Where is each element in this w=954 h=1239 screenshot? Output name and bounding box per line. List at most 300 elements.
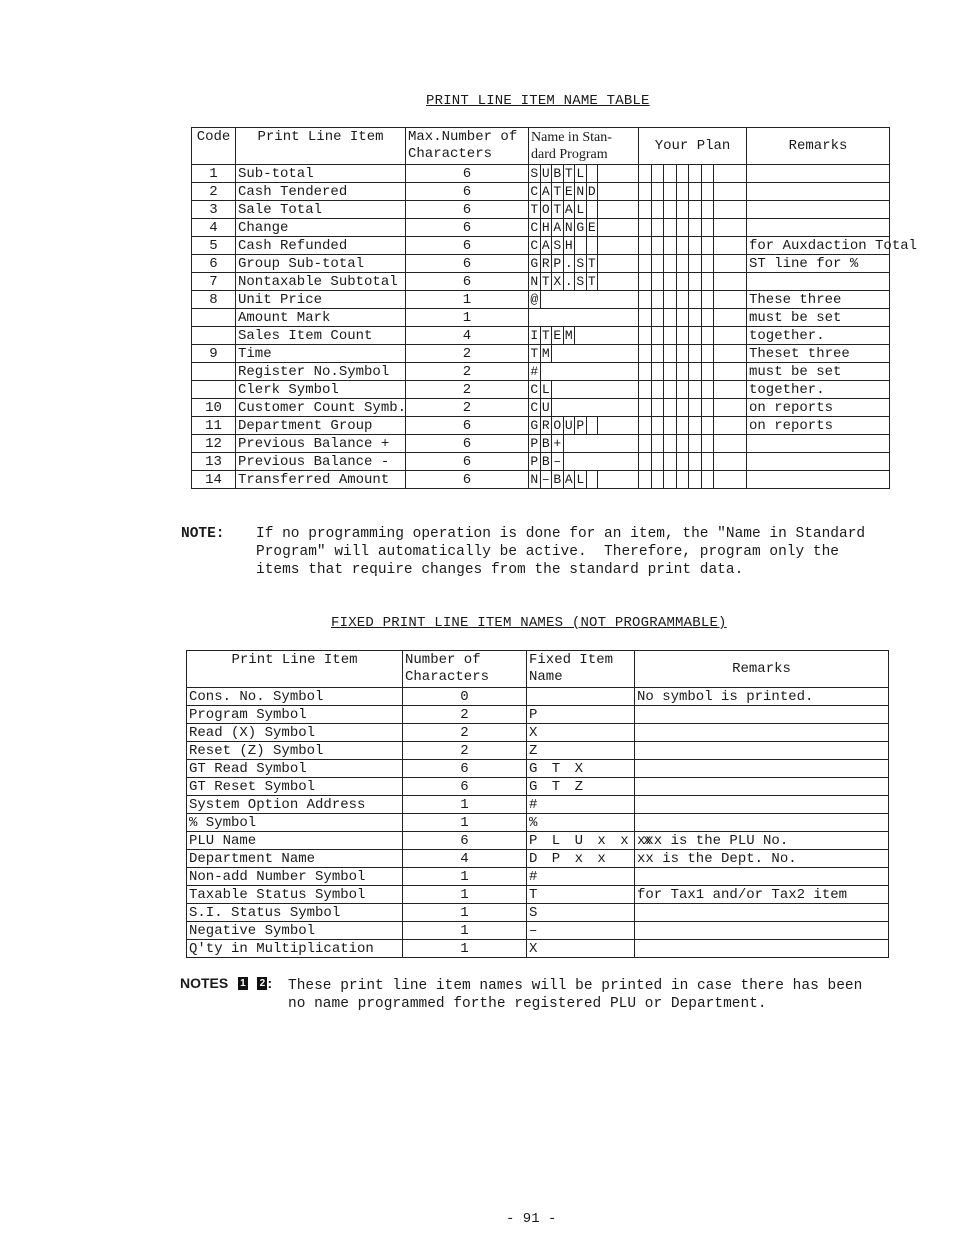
table-row bbox=[192, 399, 890, 417]
plan-cell bbox=[677, 273, 690, 290]
table-row bbox=[192, 417, 890, 435]
table-row bbox=[187, 940, 889, 958]
std-name-letter: S bbox=[575, 273, 587, 290]
row-remarks: on reports bbox=[747, 399, 890, 417]
std-name-letter bbox=[587, 471, 599, 488]
row-item: Negative Symbol bbox=[187, 922, 403, 940]
row-your-plan bbox=[639, 363, 747, 381]
std-name-letter: C bbox=[529, 237, 541, 254]
plan-cell bbox=[677, 435, 690, 452]
std-name-letter: U bbox=[564, 417, 576, 434]
std-name-letter: P bbox=[552, 255, 564, 272]
std-name-letter: I bbox=[529, 327, 541, 344]
plan-cell bbox=[652, 471, 665, 488]
row-num: 6 bbox=[406, 201, 529, 219]
row-num: 4 bbox=[406, 327, 529, 345]
notes2-line: no name programmed forthe registered PLU or Department. bbox=[288, 996, 767, 1012]
row-num: 1 bbox=[403, 796, 527, 814]
plan-cell bbox=[664, 345, 677, 362]
std-name-letter: T bbox=[529, 345, 541, 362]
std-name-letter: . bbox=[564, 273, 576, 290]
row-your-plan bbox=[639, 381, 747, 399]
row-item: Reset (Z) Symbol bbox=[187, 742, 403, 760]
row-remarks: must be set bbox=[747, 309, 890, 327]
table-row bbox=[192, 381, 890, 399]
row-item: Nontaxable Subtotal bbox=[236, 273, 406, 291]
row-remarks bbox=[747, 273, 890, 291]
row-fixed-name: Z bbox=[527, 742, 635, 760]
plan-cell bbox=[652, 165, 665, 182]
row-remarks: for Tax1 and/or Tax2 item bbox=[635, 886, 889, 904]
plan-cell bbox=[639, 399, 652, 416]
row-fixed-name: G T X bbox=[527, 760, 635, 778]
std-name-letter: T bbox=[529, 201, 541, 218]
row-code: 8 bbox=[192, 291, 236, 309]
note-label: NOTE: bbox=[181, 526, 225, 542]
row-item: S.I. Status Symbol bbox=[187, 904, 403, 922]
row-item: Read (X) Symbol bbox=[187, 724, 403, 742]
notes2-label-group: NOTES 1 2 : bbox=[180, 975, 273, 991]
row-code: 11 bbox=[192, 417, 236, 435]
std-name-letter: X bbox=[552, 273, 564, 290]
header-print-line-item: Print Line Item bbox=[187, 651, 403, 688]
table1-title: PRINT LINE ITEM NAME TABLE bbox=[426, 93, 650, 109]
notes2-label: NOTES bbox=[180, 975, 229, 991]
table-row bbox=[192, 471, 890, 489]
plan-cell bbox=[689, 183, 702, 200]
row-num: 6 bbox=[406, 237, 529, 255]
std-name-letter: R bbox=[541, 255, 553, 272]
row-item: Department Group bbox=[236, 417, 406, 435]
row-fixed-name: % bbox=[527, 814, 635, 832]
row-code: 10 bbox=[192, 399, 236, 417]
header-your-plan: Your Plan bbox=[639, 128, 747, 165]
row-fixed-name: G T Z bbox=[527, 778, 635, 796]
row-code bbox=[192, 309, 236, 327]
plan-cell bbox=[677, 291, 690, 308]
row-remarks bbox=[747, 471, 890, 489]
row-num: 2 bbox=[406, 381, 529, 399]
row-num: 1 bbox=[403, 886, 527, 904]
plan-cell bbox=[677, 255, 690, 272]
print-line-item-name-table bbox=[191, 127, 918, 489]
header-max-chars: Max.Number of Characters bbox=[406, 128, 529, 165]
row-code bbox=[192, 381, 236, 399]
header-number-of-characters: Number of Characters bbox=[403, 651, 527, 688]
plan-cell bbox=[664, 471, 677, 488]
plan-cell bbox=[639, 345, 652, 362]
table-row bbox=[187, 760, 889, 778]
row-num: 6 bbox=[406, 183, 529, 201]
row-fixed-name: T bbox=[527, 886, 635, 904]
plan-cell bbox=[652, 417, 665, 434]
table-row bbox=[187, 742, 889, 760]
row-remarks bbox=[747, 165, 890, 183]
std-name-letter: T bbox=[541, 327, 553, 344]
std-name-letter: U bbox=[541, 399, 553, 416]
row-code: 9 bbox=[192, 345, 236, 363]
plan-cell bbox=[664, 381, 677, 398]
plan-cell bbox=[652, 381, 665, 398]
std-name-letter: N bbox=[529, 273, 541, 290]
std-name-letter: E bbox=[552, 327, 564, 344]
std-name-letter: T bbox=[587, 273, 599, 290]
std-name-letter: L bbox=[575, 471, 587, 488]
table-row bbox=[187, 868, 889, 886]
std-name-letter bbox=[587, 165, 599, 182]
row-your-plan bbox=[639, 345, 747, 363]
row-item: GT Read Symbol bbox=[187, 760, 403, 778]
note-line: Program" will automatically be active. Therefore, program only the bbox=[256, 544, 839, 560]
std-name-letter: H bbox=[541, 219, 553, 236]
std-name-letter: P bbox=[529, 435, 541, 452]
note-text bbox=[256, 525, 896, 579]
std-name-letter: A bbox=[564, 471, 576, 488]
plan-cell bbox=[652, 273, 665, 290]
std-name-letter: B bbox=[552, 165, 564, 182]
plan-cell bbox=[702, 201, 715, 218]
plan-cell bbox=[664, 255, 677, 272]
row-item: Customer Count Symb. bbox=[236, 399, 406, 417]
row-std-name bbox=[529, 183, 639, 201]
row-item: Department Name bbox=[187, 850, 403, 868]
row-num: 1 bbox=[406, 309, 529, 327]
row-your-plan bbox=[639, 201, 747, 219]
row-remarks bbox=[635, 706, 889, 724]
row-std-name bbox=[529, 327, 639, 345]
std-name-letter: S bbox=[529, 165, 541, 182]
row-fixed-name: X bbox=[527, 940, 635, 958]
plan-cell bbox=[677, 327, 690, 344]
std-name-letter: E bbox=[564, 183, 576, 200]
row-std-name bbox=[529, 417, 639, 435]
plan-cell bbox=[652, 399, 665, 416]
plan-cell bbox=[652, 237, 665, 254]
row-fixed-name: S bbox=[527, 904, 635, 922]
row-num: 1 bbox=[403, 904, 527, 922]
table-row bbox=[192, 345, 890, 363]
plan-cell bbox=[689, 363, 702, 380]
std-name-letter: # bbox=[529, 363, 541, 380]
row-remarks: ST line for % bbox=[747, 255, 890, 273]
plan-cell bbox=[689, 435, 702, 452]
std-name-letter: M bbox=[541, 345, 553, 362]
header-fixed-item-name: Fixed Item Name bbox=[527, 651, 635, 688]
plan-cell bbox=[664, 291, 677, 308]
table-row bbox=[187, 688, 889, 706]
table-row bbox=[192, 237, 890, 255]
row-num: 1 bbox=[403, 868, 527, 886]
row-item: System Option Address bbox=[187, 796, 403, 814]
row-num: 6 bbox=[406, 219, 529, 237]
plan-cell bbox=[702, 183, 715, 200]
plan-cell bbox=[677, 201, 690, 218]
row-code bbox=[192, 327, 236, 345]
row-item: Sale Total bbox=[236, 201, 406, 219]
row-remarks: on reports bbox=[747, 417, 890, 435]
row-num: 6 bbox=[403, 760, 527, 778]
row-item: Group Sub-total bbox=[236, 255, 406, 273]
plan-cell bbox=[702, 381, 715, 398]
row-num: 2 bbox=[403, 742, 527, 760]
row-remarks bbox=[635, 778, 889, 796]
table-row bbox=[187, 922, 889, 940]
row-your-plan bbox=[639, 453, 747, 471]
row-item: % Symbol bbox=[187, 814, 403, 832]
plan-cell bbox=[639, 381, 652, 398]
table-row bbox=[192, 183, 890, 201]
row-num: 6 bbox=[406, 273, 529, 291]
row-item: Cash Refunded bbox=[236, 237, 406, 255]
plan-cell bbox=[639, 363, 652, 380]
row-remarks: xxx is the PLU No. bbox=[635, 832, 889, 850]
row-num: 2 bbox=[406, 363, 529, 381]
plan-cell bbox=[702, 309, 715, 326]
row-item: Sub-total bbox=[236, 165, 406, 183]
row-code: 4 bbox=[192, 219, 236, 237]
std-name-letter: C bbox=[529, 381, 541, 398]
note-line: If no programming operation is done for an item, the "Name in Standard bbox=[256, 526, 866, 542]
std-name-letter: B bbox=[541, 453, 553, 470]
plan-cell bbox=[639, 291, 652, 308]
row-num: 1 bbox=[403, 922, 527, 940]
std-name-letter: – bbox=[552, 453, 564, 470]
plan-cell bbox=[702, 471, 715, 488]
notes2-line: These print line item names will be printed in case there has been bbox=[288, 978, 863, 994]
row-item: Clerk Symbol bbox=[236, 381, 406, 399]
std-name-letter: B bbox=[552, 471, 564, 488]
plan-cell bbox=[677, 219, 690, 236]
row-item: Cons. No. Symbol bbox=[187, 688, 403, 706]
row-item: PLU Name bbox=[187, 832, 403, 850]
plan-cell bbox=[664, 453, 677, 470]
row-item: Transferred Amount bbox=[236, 471, 406, 489]
plan-cell bbox=[677, 165, 690, 182]
row-item: Previous Balance - bbox=[236, 453, 406, 471]
row-code: 1 bbox=[192, 165, 236, 183]
row-code: 3 bbox=[192, 201, 236, 219]
plan-cell bbox=[652, 435, 665, 452]
row-your-plan bbox=[639, 219, 747, 237]
row-your-plan bbox=[639, 399, 747, 417]
std-name-letter: N bbox=[529, 471, 541, 488]
row-num: 6 bbox=[406, 165, 529, 183]
std-name-letter: L bbox=[575, 165, 587, 182]
row-remarks bbox=[635, 904, 889, 922]
plan-cell bbox=[677, 345, 690, 362]
std-name-letter: T bbox=[552, 183, 564, 200]
plan-cell bbox=[702, 219, 715, 236]
std-name-letter: H bbox=[564, 237, 576, 254]
std-name-letter bbox=[587, 201, 599, 218]
note-mark-1-icon: 1 bbox=[238, 977, 248, 990]
plan-cell bbox=[689, 345, 702, 362]
table-row bbox=[192, 201, 890, 219]
plan-cell bbox=[689, 417, 702, 434]
row-code: 5 bbox=[192, 237, 236, 255]
fixed-print-line-item-names-table bbox=[186, 650, 889, 958]
row-item: Unit Price bbox=[236, 291, 406, 309]
row-remarks bbox=[635, 940, 889, 958]
row-num: 6 bbox=[406, 471, 529, 489]
std-name-letter: . bbox=[564, 255, 576, 272]
std-name-letter: – bbox=[541, 471, 553, 488]
plan-cell bbox=[652, 255, 665, 272]
plan-cell bbox=[639, 201, 652, 218]
row-num: 2 bbox=[406, 399, 529, 417]
plan-cell bbox=[702, 273, 715, 290]
std-name-letter: N bbox=[575, 183, 587, 200]
row-remarks bbox=[635, 814, 889, 832]
std-name-letter: O bbox=[541, 201, 553, 218]
plan-cell bbox=[652, 363, 665, 380]
row-remarks bbox=[747, 219, 890, 237]
row-std-name bbox=[529, 309, 639, 327]
row-item: Taxable Status Symbol bbox=[187, 886, 403, 904]
std-name-letter: T bbox=[552, 201, 564, 218]
std-name-letter: + bbox=[552, 435, 564, 452]
row-your-plan bbox=[639, 237, 747, 255]
header-remarks: Remarks bbox=[635, 651, 889, 688]
plan-cell bbox=[689, 309, 702, 326]
std-name-letter: S bbox=[575, 255, 587, 272]
plan-cell bbox=[652, 327, 665, 344]
table-row bbox=[187, 778, 889, 796]
plan-cell bbox=[639, 183, 652, 200]
plan-cell bbox=[639, 327, 652, 344]
row-your-plan bbox=[639, 435, 747, 453]
row-your-plan bbox=[639, 183, 747, 201]
table-row bbox=[192, 255, 890, 273]
table-row bbox=[192, 273, 890, 291]
plan-cell bbox=[639, 309, 652, 326]
row-remarks: must be set bbox=[747, 363, 890, 381]
plan-cell bbox=[689, 471, 702, 488]
plan-cell bbox=[639, 165, 652, 182]
plan-cell bbox=[702, 453, 715, 470]
std-name-letter: E bbox=[587, 219, 599, 236]
std-name-letter: C bbox=[529, 183, 541, 200]
std-name-letter: T bbox=[541, 273, 553, 290]
table-row bbox=[187, 796, 889, 814]
std-name-letter: L bbox=[541, 381, 553, 398]
table-row bbox=[192, 453, 890, 471]
row-num: 2 bbox=[406, 345, 529, 363]
std-name-letter: R bbox=[541, 417, 553, 434]
row-fixed-name: X bbox=[527, 724, 635, 742]
row-your-plan bbox=[639, 471, 747, 489]
row-your-plan bbox=[639, 165, 747, 183]
plan-cell bbox=[689, 255, 702, 272]
plan-cell bbox=[677, 309, 690, 326]
plan-cell bbox=[689, 273, 702, 290]
row-item: Q'ty in Multiplication bbox=[187, 940, 403, 958]
std-name-letter: @ bbox=[529, 291, 541, 308]
plan-cell bbox=[639, 237, 652, 254]
plan-cell bbox=[689, 453, 702, 470]
plan-cell bbox=[652, 453, 665, 470]
plan-cell bbox=[689, 219, 702, 236]
row-std-name bbox=[529, 399, 639, 417]
std-name-letter: C bbox=[529, 219, 541, 236]
row-fixed-name: P L U x x x bbox=[527, 832, 635, 850]
row-remarks bbox=[635, 724, 889, 742]
row-fixed-name: – bbox=[527, 922, 635, 940]
plan-cell bbox=[677, 417, 690, 434]
plan-cell bbox=[652, 291, 665, 308]
row-code: 7 bbox=[192, 273, 236, 291]
row-item: Previous Balance + bbox=[236, 435, 406, 453]
table-row bbox=[192, 435, 890, 453]
plan-cell bbox=[652, 309, 665, 326]
row-std-name bbox=[529, 345, 639, 363]
plan-cell bbox=[677, 237, 690, 254]
plan-cell bbox=[702, 345, 715, 362]
plan-cell bbox=[664, 399, 677, 416]
row-item: Program Symbol bbox=[187, 706, 403, 724]
row-remarks bbox=[635, 796, 889, 814]
plan-cell bbox=[702, 237, 715, 254]
page-number: - 91 - bbox=[506, 1211, 557, 1227]
std-name-letter: A bbox=[541, 183, 553, 200]
row-std-name bbox=[529, 291, 639, 309]
plan-cell bbox=[639, 471, 652, 488]
std-name-letter: G bbox=[529, 417, 541, 434]
std-name-letter: A bbox=[552, 219, 564, 236]
table-row bbox=[187, 850, 889, 868]
row-your-plan bbox=[639, 291, 747, 309]
std-name-letter: P bbox=[575, 417, 587, 434]
std-name-letter: C bbox=[529, 399, 541, 416]
row-std-name bbox=[529, 219, 639, 237]
plan-cell bbox=[639, 435, 652, 452]
plan-cell bbox=[702, 327, 715, 344]
plan-cell bbox=[652, 201, 665, 218]
row-num: 6 bbox=[406, 255, 529, 273]
std-name-letter: G bbox=[529, 255, 541, 272]
plan-cell bbox=[677, 363, 690, 380]
std-name-letter: A bbox=[564, 201, 576, 218]
row-item: GT Reset Symbol bbox=[187, 778, 403, 796]
plan-cell bbox=[652, 345, 665, 362]
row-num: 1 bbox=[406, 291, 529, 309]
plan-cell bbox=[689, 165, 702, 182]
plan-cell bbox=[702, 399, 715, 416]
plan-cell bbox=[689, 327, 702, 344]
plan-cell bbox=[689, 201, 702, 218]
row-std-name bbox=[529, 201, 639, 219]
header-std-name: Name in Stan-dard Program bbox=[529, 128, 639, 165]
table-row bbox=[192, 219, 890, 237]
plan-cell bbox=[702, 417, 715, 434]
row-num: 2 bbox=[403, 724, 527, 742]
row-your-plan bbox=[639, 327, 747, 345]
row-item: Sales Item Count bbox=[236, 327, 406, 345]
plan-cell bbox=[639, 453, 652, 470]
row-your-plan bbox=[639, 273, 747, 291]
plan-cell bbox=[689, 291, 702, 308]
plan-cell bbox=[652, 219, 665, 236]
plan-cell bbox=[664, 273, 677, 290]
row-item: Amount Mark bbox=[236, 309, 406, 327]
plan-cell bbox=[664, 165, 677, 182]
row-code: 14 bbox=[192, 471, 236, 489]
row-std-name bbox=[529, 255, 639, 273]
row-std-name bbox=[529, 471, 639, 489]
plan-cell bbox=[664, 435, 677, 452]
std-name-letter: D bbox=[587, 183, 599, 200]
plan-cell bbox=[702, 363, 715, 380]
